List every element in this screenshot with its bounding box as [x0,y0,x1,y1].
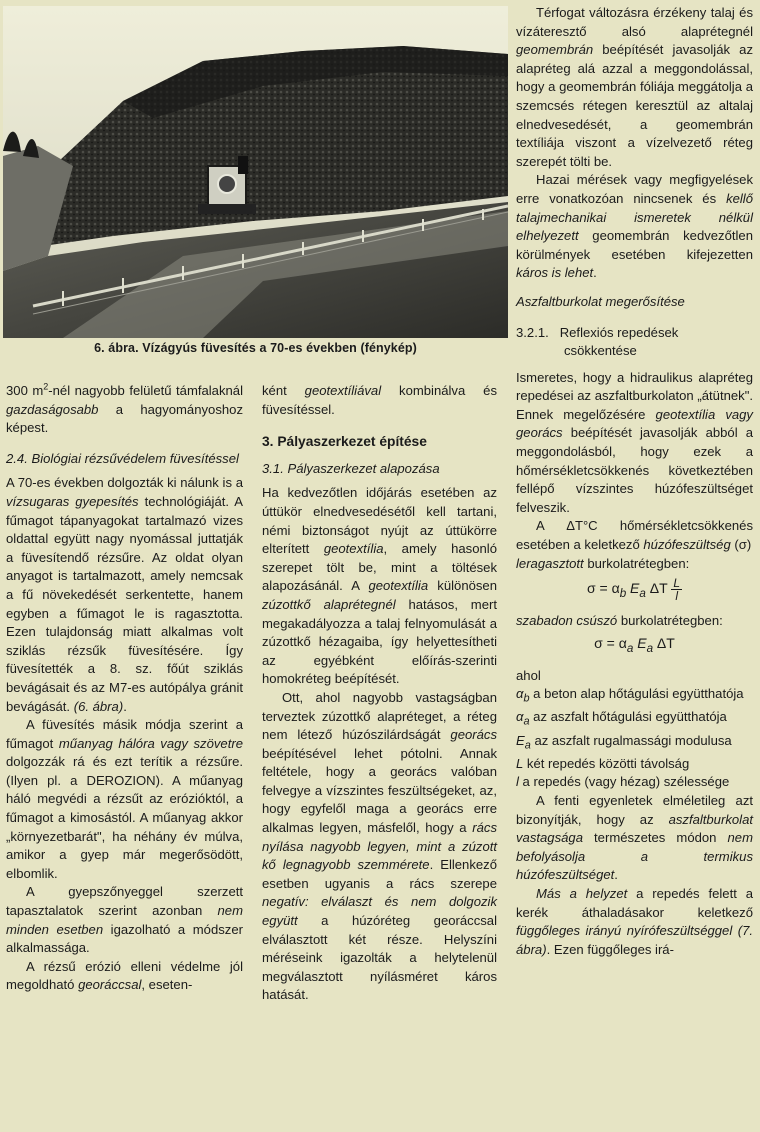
text-column-1 [6,382,243,995]
paragraph: Ha kedvezőtlen időjárás esetében az úttükör elnedvesedésétől kell tartani, némi biztonságot nyújt az úttükörre elterített geotextília, amely hasonló szerepet tölt be, mint a töltések alapozásánál. A geotextília különösen zúzottkő alaprétegnél hatásos, mert megakadályozza a talaj felnyomulását a zúzottkő hézagaiba, így helyettesítheti az egyébként előírás-szerinti homokréteg beépítését. [262,485,498,687]
paragraph: A rézsű erózió elleni védelme jól megoldható georáccsal, eseten- [6,958,243,993]
definition-item: L két repedés közötti távolság [516,755,690,771]
definition-item: $\alpha_b$ a beton alap hőtágulási együtthatója [516,686,744,705]
paragraph: A fenti egyenletek elméletileg azt bizonyítják, hogy az aszfaltburkolat vastagsága természetes módon nem befolyásolja a termikus húzófeszültséget. [516,792,753,883]
definition-item: l a repedés (vagy hézag) szélessége [516,774,730,790]
section-heading-3-1: 3.1. Pályaszerkezet alapozása [262,460,440,476]
paragraph: leragasztott burkolatrétegben: [516,555,690,571]
where-label: ahol [516,667,541,683]
paragraph: Hazai mérések vagy megfigyelések erre vonatkozóan nincsenek és kellő talajmechanikai ismeretek nélkül elhelyezett geomembrán kedvezőtlen körülmények esetében kifejezetten káros is lehet. [516,172,753,281]
photo-road-embankment-icon [3,6,508,338]
text-column-2 [262,382,497,1005]
paragraph: Ott, ahol nagyobb vastagságban terveztek zúzottkő alapréteget, a réteg nem létező húzószilárdságát georács beépítésével lehet pótolni. Annak feltétele, hogy a georács valóban felvegye a vízszintes feszültségeket, az, hogy egyfelől maga a georács erre alkalmas legyen, másfelől, hogy a rács nyílása nagyobb legyen, mint a zúzott kő legnagyobb szemmérete. Ellenkező esetben ugyanis a rács szerepe negatív: elválaszt és nem dolgozik együtt a húzóréteg georáccsal elválasztott két része. Helyszíni méréseink igazolták a helytelenül megválasztott nyílásméret káros hatását. [262,689,497,1003]
paragraph: szabadon csúszó burkolatrétegben: [516,612,723,628]
symbol-definitions [516,685,753,792]
section-heading-asphalt: Aszfaltburkolat megerősítése [516,293,685,309]
section-heading-3: 3. Pályaszerkezet építése [262,434,427,450]
section-heading-2-4: 2.4. Biológiai rézsűvédelem füvesítéssel [6,450,239,466]
section-heading-3-2-1: 3.2.1. Reflexiós repedések csökkentése [516,324,679,359]
paragraph: A ΔT°C hőmérsékletcsökkenés esetében a keletkező húzófeszültség (σ) [516,518,753,553]
definition-item: $\alpha_a$ az aszfalt hőtágulási együtthatója [516,709,727,728]
formula-2: $\sigma = \alpha_a$ $E_a$ ΔT [594,635,675,655]
definition-item: $E_a$ az aszfalt rugalmassági modulusa [516,732,732,752]
figure-caption: 6. ábra. Vízágyús füvesítés a 70-es években (fénykép) [94,341,417,355]
paragraph: Térfogat változásra érzékeny talaj és vízáteresztő alsó alaprétegnél geomembrán beépítését javasolják az alapréteg alá azzal a meggondolással, hogy a geomembrán fóliája meggátolja a szemcsés rétegen keresztül az altalaj elnedvesedését, a geomembrán textíliája viszont a vízelvezető réteg szerepét tölti be. [516,5,753,169]
figure-photo [3,6,508,338]
paragraph: Ismeretes, hogy a hidraulikus alapréteg repedései az aszfaltburkolaton „átütnek". Ennek megelőzésére geotextília vagy georács beépítését javasolják abból a meggondolásból, hogy ezek a hőmérsékletcsökkenés következtében fellépő vízszintes húzófeszültséget felveszik. [516,369,753,515]
text-column-3 [516,4,753,959]
paragraph: 300 $m^2$-nél nagyobb felületű támfalaknál gazdaságosabb a hagyományoshoz képest. [6,381,243,436]
paragraph: Más a helyzet a repedés felett a kerék áthaladásakor keletkező függőleges irányú nyírófeszültséggel (7. ábra). Ezen függőleges irá- [516,885,753,957]
paragraph: ként geotextíliával kombinálva és füvesítéssel. [262,383,497,417]
paragraph: A 70-es években dolgozták ki nálunk is a vízsugaras gyepesítés technológiáját. A fűmagot tápanyagokat tartalmazó vizes oldattal együtt nagy nyomással juttatják a füvesítendő rézsűre. Az oldat olyan anyagot is tartalmazott, amely nemcsak a fű növekedését serkentette, hanem egyben a fűmagot le is ragasztotta. Ezen tulajdonság miatt alkalmas volt sziklás rézsűk füvesítésére. Így füvesítették a 8. sz. főút sziklás bevágásait és az M7-es autópálya gránit bevágását. (6. ábra). [6,475,243,714]
formula-1: $\sigma = \alpha_b$ $E_a$ ΔT $\frac{L}{l}$ [586,576,681,604]
paragraph: A füvesítés másik módja szerint a fűmagot műanyag hálóra vagy szövetre dolgozzák rá és ezt terítik a rézsűre. (Ilyen pl. a DEROZION). A műanyag háló megvédi a rézsűt az erózióktól, a fűmagot a kimosástól. A műanyag akkor „környezetbarát", ha néhány év múlva, amikor a gyep már megerősödött, elbomlik. [6,717,243,881]
paragraph: A gyepszőnyeggel szerzett tapasztalatok szerint azonban nem minden esetben igazolható a módszer alkalmassága. [6,884,243,956]
